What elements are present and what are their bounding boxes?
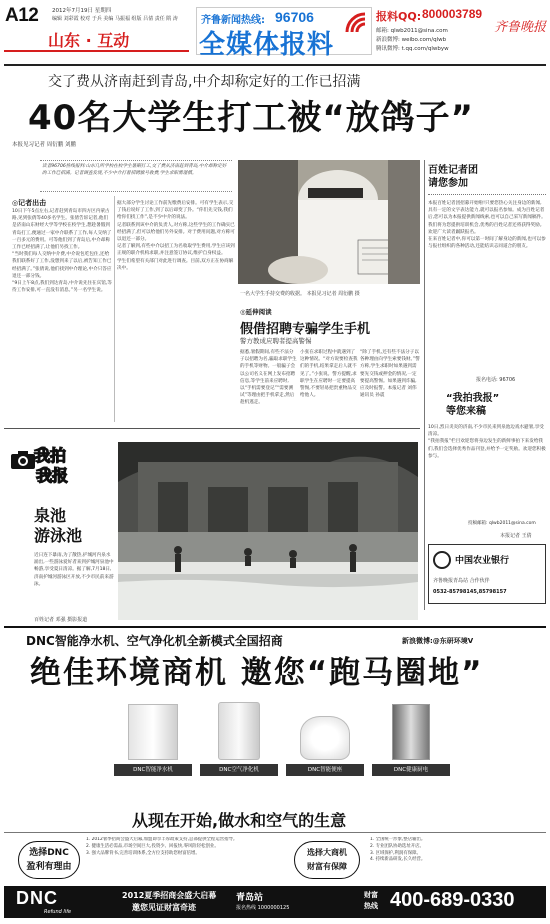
sub-deck: 警方教成应聘者提高警惕 (240, 337, 312, 345)
photo-badge (34, 443, 78, 485)
sidebar-contact-2: 投稿邮箱: qlwb2011@sina.com (468, 521, 536, 526)
page-number: A12 (5, 5, 39, 26)
camera-icon (10, 450, 36, 470)
article-byline: 本报见习记者 周衍鹏 刘鹏 (12, 142, 76, 148)
product-label-1: DNC智能净水机 (114, 764, 192, 776)
section-title: 山东 · 互动 (48, 31, 130, 50)
sidebar-contact-1: 报名电话: 96706 (476, 377, 516, 383)
header-rule (4, 50, 189, 52)
photo1-caption: 一名大学生手持交费的收据。 本报见习记者 周衍鹏 摄 (240, 291, 360, 297)
photo-section-rule (4, 428, 420, 429)
air-purifier-shape (218, 702, 260, 760)
page-editors: 编辑 刘彩霞 校对 于兵 美编 马振福 组版 吕倩 责任 隋 涛 (52, 16, 178, 22)
article-col-1: 10日下午5点左右,记者赶到青岛市四方区内蒙古路,见到张倩等40多名学生。张倩告诉记者,他们是济南山东财经大学等学校在校学生,想趁暑假到青岛打工,便通过一家中介联系了工作,每人交纳了一百多元的费用。可等他们到了青岛后,中介却称工作已经招满了,让他们另找工作。 “当时我们每人交纳中介费,中介说包吃包住,还给我们联系好了工作,没想到来了以后,被告知工作已经招满了。”张倩说,他们找到中介理论,中介只答应退还一部分钱。 “9日上午8点,我们到达青岛,中介说先住在宾馆,等待工作安排,可一直没有消息。”另一名学生说。 (12, 209, 112, 294)
student-receipt-photo (238, 160, 420, 284)
pool-photo (118, 442, 418, 620)
sidebar-title-1: 百姓记者团 请您参加 (428, 165, 478, 189)
sidebar-body-1: 本报百姓记者团招募开始啦!只要您热心关注身边的新闻,具有一定的文字表达能力,就可以报名参加。成为百姓记者后,您可以为本报提供新闻线索,也可以自己采写新闻稿件。我们将为您提供培训机会,优秀的百姓记者还将获得奖励。欢迎广大读者踊跃报名。 在来百姓记者中,你可以第一时间了解身边的新闻,也可以参与报社组织的各种活动,还能结识志同道合的朋友。 (428, 201, 546, 250)
bank-name: 中国农业银行 (455, 556, 510, 566)
signal-icon (345, 12, 371, 34)
article-col-2: 据大部分学生讨论工作前先缴费后安排。可有学生表示,交了钱后说好了工作,到了以后却变了卦。“你们先交钱,我们给你们找工作”,是不少中介的说法。 记者联系到该中介的负责人,对方称,这些学生的工作确实已经招满了,但可以给他们另外安排。对于费用问题,对方称可以退还一部分。 记者了解到,有些中介以招工为名收取学生费用,学生应该到正规的职介机构求职,并注意签订协议,维护自身权益。 学生们希望有关部门对此进行调查。目前,双方正在协商解决中。 (117, 201, 235, 271)
bank-desc: 齐鲁晚报青岛站 合作伙伴 (433, 578, 490, 584)
qq-number: 800003789 (422, 7, 483, 21)
product-label-4: DNC健康厨电 (372, 764, 450, 776)
dnc-logo: DNC (16, 888, 58, 908)
qq-label: 报料QQ: (376, 10, 422, 23)
station: 青岛站 (236, 893, 264, 903)
product-row (112, 700, 448, 780)
sidebar-dots (428, 194, 546, 195)
product-kitchen (370, 700, 452, 780)
bank-box (428, 544, 546, 604)
sidebar-title-2: “我拍我报” 等您来稿 (446, 393, 500, 417)
col-divider (114, 196, 115, 422)
ad-right-text: 1. 全国统一形象,整店输出。 2. 专业团队协助选址开店。 3. 区域保护,利润有保障。 4. 持续新品研发,长久经营。 (370, 837, 426, 863)
photo-section-credit: 百姓记者 邓强 摄影报道 (34, 617, 88, 623)
product-label-2: DNC空气净化机 (200, 764, 278, 776)
lead-text: 读者96706热线报料:山东几所学校在校学生暑期打工,交了费从济南赶到青岛,中介却称定好的工作已招满。记者调查发现,不少中介打着招聘旗号收费,学生求职需谨慎。 (42, 164, 227, 177)
article-lead (40, 160, 232, 192)
ad-middle-text: 1. 2012暑季招商会盛大启幕,加盟即享丰厚政策支持,总部提供全程运营指导。 2. 健康生活必需品,市场空间巨大,投资少、回报快,零风险轻松创业。 3. 强大品牌背书,完善培训体系,全方位支持助您财富倍增。 (86, 837, 238, 856)
ad-info-row (4, 832, 546, 884)
ad-top-rule (4, 626, 546, 628)
water-purifier-shape (128, 704, 178, 760)
bank-logo-icon (433, 551, 451, 569)
hotline-box (196, 7, 372, 60)
product-water-purifier (112, 700, 194, 780)
product-air-purifier (198, 700, 280, 780)
ad-banner (4, 630, 546, 920)
sub-col-4: 小张在求职过程中就遇到了这种情况。“对方说要检查我们的手机,结果拿走后人就不见了。”小张说。警方提醒,求职学生在应聘时一定要提高警惕,不要轻易把贵重物品交给他人。 (300, 350, 358, 399)
kitchen-shape (392, 704, 430, 760)
photo-section-body: 近日连下暴雨,为了散热,护城河内泉水涌出,一些游泳爱好者来到护城河泉池中畅游,享受夏日清凉。据了解,7月18日,济南护城河游泳区开放,不少市民前来游泳。 (34, 553, 114, 587)
ad-headline: 绝佳环境商机 邀您“跑马圈地” (30, 655, 484, 691)
badge-bottom: 我报 (36, 466, 69, 485)
right-divider (424, 160, 425, 610)
sidebar-author-2: 本报记者 王倩 (500, 533, 532, 539)
hotline-number: 96706 (275, 9, 314, 25)
sub-col-5: “除了手机,还有些不法分子以各种理由向学生索要钱财。”警方称,学生求职时如果遇到需要先交钱或押金的情况,一定要提高警惕。如果遇到诈骗,应及时报警。本报记者 刘伟 通讯员 孙震 (360, 350, 420, 399)
ad-weibo: 新浪微博:@东研环境V (402, 637, 474, 645)
hotline-label: 齐鲁新闻热线: (201, 15, 265, 26)
bank-phone: 0532-85798145,85798157 (433, 589, 507, 595)
email: 邮箱: qlwb2011@sina.com (376, 28, 448, 34)
ad-slogan: 从现在开始,做水和空气的生意 (132, 811, 347, 830)
product-label-3: DNC智能便座 (286, 764, 364, 776)
link-tag: ◎延伸阅读 (240, 308, 272, 316)
footer-sub: 邀您见证财富奇迹 (132, 903, 196, 912)
photo-section-title: 泉池 游泳池 (34, 506, 83, 545)
product-smart-toilet (284, 700, 366, 780)
article-headline: 40名大学生打工被“放鸽子” (28, 98, 475, 138)
brand-logo: 齐鲁晚报 (494, 20, 547, 35)
toilet-shape (300, 716, 350, 760)
masthead (0, 0, 550, 64)
dnc-logo-sub: Refund life (44, 909, 72, 915)
badge-top: 我拍 (34, 446, 67, 465)
hotline-tag: 财富 热线 (364, 891, 378, 910)
footer-title: 2012夏季招商会盛大启幕 (122, 891, 217, 900)
sub-headline: 假借招聘专骗学生手机 (240, 322, 371, 337)
ad-footer (4, 886, 546, 918)
qq-box (376, 7, 484, 55)
station-sub: 报名热线 1000000125 (236, 905, 290, 911)
sidebar-body-2: 10日,烈日炎炎的济南,不少市民来到泉池边戏水避暑,享受清凉。 “我拍我报”栏目欢迎您将身边发生的新鲜事拍下来发给我们,我们会选择优秀作品刊登,并给予一定奖励。欢迎您积极参与。 (428, 425, 546, 459)
badge-left: 选择DNC 盈利有理由 (18, 841, 80, 879)
ad-hotline: 400-689-0330 (390, 889, 515, 911)
header-divider (4, 64, 546, 66)
media-slogan: 全媒体报料 (199, 30, 335, 60)
right-sidebar (428, 160, 546, 610)
tweibo: 腾讯微博: t.qq.com/qlwbyw (376, 46, 449, 52)
ad-top-line: DNC智能净水机、空气净化机全新模式全国招商 (26, 634, 283, 648)
article-kicker: 交了费从济南赶到青岛,中介却称定好的工作已招满 (48, 74, 361, 90)
page-date: 2012年7月19日 星期四 (52, 8, 112, 14)
section-tag: ◎记者出击 (12, 199, 47, 207)
sub-col-3: 据悉,暑假期间,有些不法分子以招聘为名,骗取求职学生的手机等财物。一般骗子会以公司名义在网上发布招聘信息,等学生前来应聘时,以“手机需要登记”“需要测试”等理由把手机拿走,然后趁机逃走。 (240, 350, 297, 406)
weibo: 新浪微博: weibo.com/qlwb (376, 37, 447, 43)
badge-right: 选择大商机 财富有保障 (294, 841, 360, 879)
